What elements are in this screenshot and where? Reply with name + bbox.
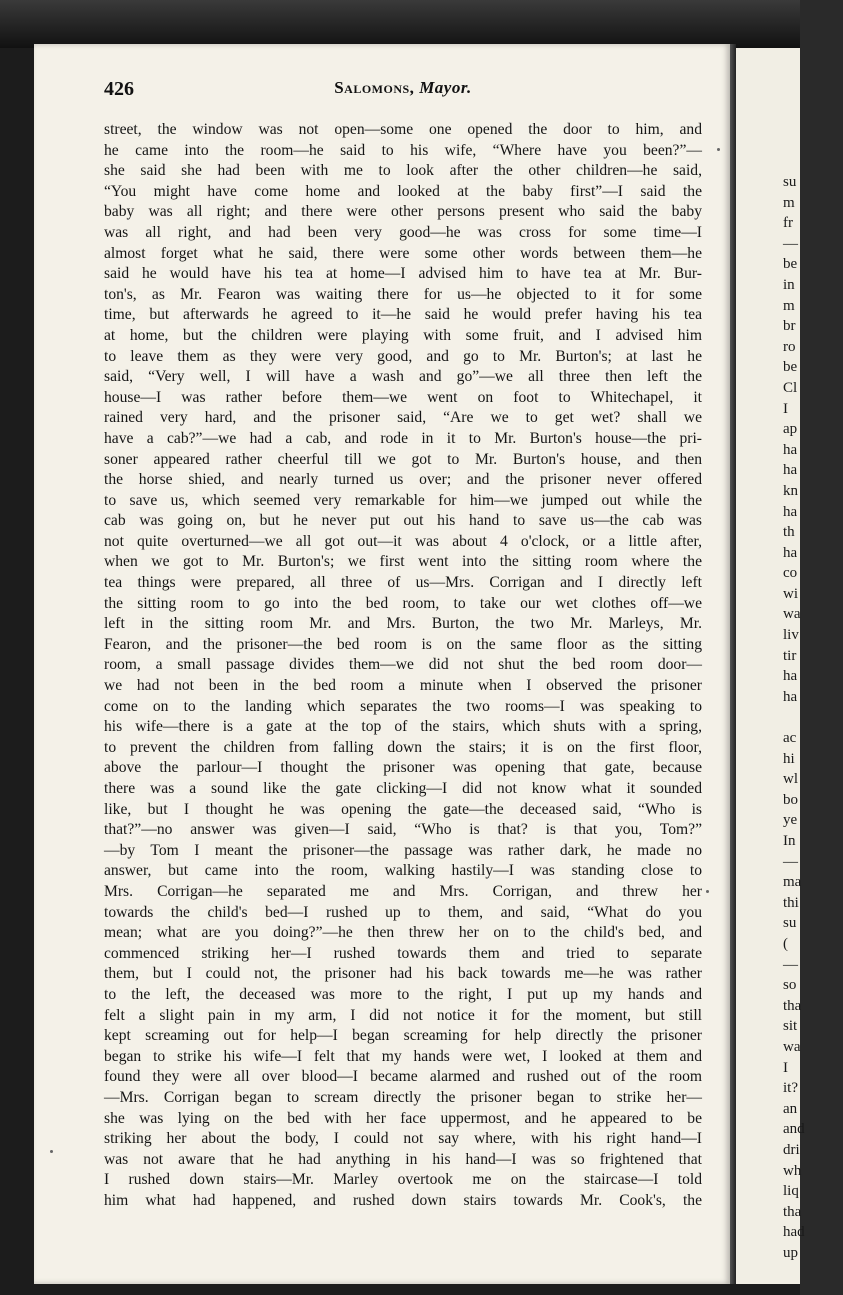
facing-page-fragment: — xyxy=(783,956,798,973)
facing-page-fragment: I xyxy=(783,1059,788,1076)
facing-page-fragment: tha xyxy=(783,1203,802,1220)
page-number: 426 xyxy=(104,78,134,100)
facing-page-fragment: ma xyxy=(783,874,802,891)
scan-speck xyxy=(717,148,720,151)
facing-page-fragment: and xyxy=(783,1121,805,1138)
facing-page-fragment: in xyxy=(783,276,795,293)
text-line: to save us, which seemed very remarkable for him—we jumped out while the xyxy=(104,491,702,509)
facing-page-fragment: up xyxy=(783,1244,798,1261)
text-line: baby was all right; and there were other persons present who said the baby xyxy=(104,203,702,221)
running-head-name: Salomons, xyxy=(334,78,415,97)
text-line: “You might have come home and looked at the baby first”—I said the xyxy=(104,182,702,200)
facing-page-fragment: I xyxy=(783,400,788,417)
text-line: there was a sound like the gate clicking—I did not know what it sounded xyxy=(104,780,702,797)
text-line: to prevent the children from falling down the stairs; it is on the first floor, xyxy=(104,738,702,756)
text-line: street, the window was not open—some one opened the door to him, and xyxy=(104,121,702,138)
facing-page-fragment: it? xyxy=(783,1080,798,1097)
facing-page-fragment: — xyxy=(783,235,798,252)
facing-page-fragment: had xyxy=(783,1224,805,1241)
text-line: tea things were prepared, all three of us—Mrs. Corrigan and I directly left xyxy=(104,574,702,592)
text-line: kept screaming out for help—I began screaming for help directly the prisoner xyxy=(104,1027,702,1045)
facing-page-fragment: su xyxy=(783,174,797,190)
text-line: Fearon, and the prisoner—the bed room is on the same floor as the sitting xyxy=(104,635,702,653)
text-line: felt a slight pain in my arm, I did not notice it for the moment, but still xyxy=(104,1006,702,1024)
facing-page-fragment: co xyxy=(783,565,798,582)
text-line: time, but afterwards he agreed to it—he said he would prefer having his tea xyxy=(104,306,702,324)
facing-page-fragment: In xyxy=(783,833,796,849)
facing-page-fragment: sit xyxy=(783,1018,798,1035)
text-line: —Mrs. Corrigan began to scream directly the prisoner began to strike her— xyxy=(104,1088,702,1106)
facing-page-fragment: ye xyxy=(783,812,798,829)
facing-page-fragment: fr xyxy=(783,215,793,232)
facing-page-fragment: hi xyxy=(783,750,795,767)
facing-page-fragment: liv xyxy=(783,627,799,644)
running-head xyxy=(104,78,702,98)
facing-page-fragment: ( xyxy=(783,935,788,952)
text-line: house—I was rather before them—we went on foot to Whitechapel, it xyxy=(104,388,702,406)
text-line: like, but I thought he was opening the gate—the deceased said, “Who is xyxy=(104,800,702,818)
facing-page-fragment: liq xyxy=(783,1183,799,1200)
facing-page-fragment: kn xyxy=(783,482,798,499)
facing-page-edge xyxy=(736,48,805,1284)
facing-page-fragment: ha xyxy=(783,668,798,685)
scan-top-edge xyxy=(0,0,800,48)
text-line: she was lying on the bed with her face uppermost, and he appeared to be xyxy=(104,1109,702,1127)
text-line: to the left, the deceased was more to the right, I put up my hands and xyxy=(104,985,702,1003)
text-line: not quite overturned—we all got out—it was about 4 o'clock, or a little after, xyxy=(104,532,702,550)
text-line: when we got to Mr. Burton's; we first went into the sitting room where the xyxy=(104,553,702,571)
text-line: that?”—no answer was given—I said, “Who is that? is that you, Tom?” xyxy=(104,821,702,839)
text-line: his wife—there is a gate at the top of the stairs, which shuts with a spring, xyxy=(104,718,702,736)
facing-page-fragment: su xyxy=(783,915,797,932)
facing-page-fragment: wh xyxy=(783,1162,802,1179)
text-line: mean; what are you doing?”—he then threw her on to the child's bed, and xyxy=(104,924,702,942)
facing-page-fragment: thi xyxy=(783,894,799,911)
text-line: we had not been in the bed room a minute when I observed the prisoner xyxy=(104,677,702,695)
facing-page-fragment: be xyxy=(783,256,798,273)
facing-page-fragment: tha xyxy=(783,997,802,1014)
text-line: them, but I could not, the prisoner had his back towards me—he was rather xyxy=(104,965,702,983)
facing-page-fragment: ha xyxy=(783,462,798,479)
facing-page-fragment: m xyxy=(783,297,795,314)
text-line: ton's, as Mr. Fearon was waiting there for us—he objected to it for some xyxy=(104,285,702,303)
text-line: —by Tom I meant the prisoner—the passage was rather dark, he made no xyxy=(104,841,702,859)
text-line: rained very hard, and the prisoner said, “Are we to get wet? shall we xyxy=(104,409,702,427)
text-line: said he would have his tea at home—I advised him to have tea at Mr. Bur- xyxy=(104,265,702,283)
text-line: Mrs. Corrigan—he separated me and Mrs. Corrigan, and threw her xyxy=(104,882,702,900)
facing-page-fragment xyxy=(783,707,843,728)
facing-page-fragment: wa xyxy=(783,606,801,623)
facing-page-fragment: wl xyxy=(783,771,798,788)
facing-page-fragment: ap xyxy=(783,421,798,438)
facing-page-fragment: wa xyxy=(783,1038,801,1055)
text-line: come on to the landing which separates the two rooms—I was speaking to xyxy=(104,697,702,715)
text-line: began to strike his wife—I felt that my hands were wet, I looked at them and xyxy=(104,1047,702,1065)
facing-page-fragment: ac xyxy=(783,730,797,747)
text-line: to leave them as they were very good, and go to Mr. Burton's; at last he xyxy=(104,347,702,365)
running-head-title: Mayor. xyxy=(419,78,472,97)
text-line: striking her about the body, I could not say where, with his right hand—I xyxy=(104,1130,702,1148)
text-line: towards the child's bed—I rushed up to them, and said, “What do you xyxy=(104,903,702,921)
facing-page-fragment: ha xyxy=(783,688,798,705)
facing-page-fragment: wi xyxy=(783,585,798,602)
facing-page-fragments xyxy=(783,172,843,1263)
facing-page-fragment: ha xyxy=(783,544,798,561)
text-line: soner appeared rather cheerful till we got to Mr. Burton's house, and then xyxy=(104,450,702,468)
facing-page-fragment: so xyxy=(783,977,797,994)
facing-page-fragment: dri xyxy=(783,1141,800,1158)
facing-page-fragment: Cl xyxy=(783,379,798,396)
text-line: she said she had been with me to look after the other children—he said, xyxy=(104,162,702,180)
scan-speck xyxy=(706,890,709,893)
text-line: the horse shied, and nearly turned us over; and the prisoner never offered xyxy=(104,471,702,489)
text-line: left in the sitting room Mr. and Mrs. Burton, the two Mr. Marleys, Mr. xyxy=(104,615,702,633)
text-line: was all right, and had been very good—he was cross for some time—I xyxy=(104,223,702,241)
text-line: at home, but the children were playing with some fruit, and I advised him xyxy=(104,326,702,344)
text-line: answer, but came into the room, walking hastily—I was standing close to xyxy=(104,862,702,880)
body-text xyxy=(104,120,702,1211)
facing-page-fragment: bo xyxy=(783,791,798,808)
facing-page-fragment: be xyxy=(783,359,798,376)
facing-page-fragment: th xyxy=(783,524,795,541)
text-line: have a cab?”—we had a cab, and rode in it to Mr. Burton's house—the pri- xyxy=(104,429,702,447)
text-line: said, “Very well, I will have a wash and go”—we all three then left the xyxy=(104,368,702,386)
text-line: I rushed down stairs—Mr. Marley overtook me on the staircase—I told xyxy=(104,1171,702,1189)
scan-speck xyxy=(50,1150,53,1153)
facing-page-fragment: ro xyxy=(783,338,796,355)
facing-page-fragment: br xyxy=(783,318,796,335)
text-line: him what had happened, and rushed down stairs towards Mr. Cook's, the xyxy=(104,1191,702,1209)
text-line: he came into the room—he said to his wife, “Where have you been?”— xyxy=(104,141,702,159)
text-line: was not aware that he had anything in his hand—I was so frightened that xyxy=(104,1150,702,1168)
facing-page-fragment: tir xyxy=(783,647,797,664)
facing-page-fragment: ha xyxy=(783,441,798,458)
text-line: almost forget what he said, there were some other words between them—he xyxy=(104,244,702,262)
text-line: found they were all over blood—I became alarmed and rushed out of the room xyxy=(104,1068,702,1086)
text-line: cab was going on, but he never put out his hand to save us—the cab was xyxy=(104,512,702,530)
facing-page-fragment: an xyxy=(783,1100,798,1117)
text-line: commenced striking her—I rushed towards them and tried to separate xyxy=(104,944,702,962)
text-line: room, a small passage divides them—we did not shut the bed room door— xyxy=(104,656,702,674)
text-line: the sitting room to go into the bed room, to take our wet clothes off—we xyxy=(104,594,702,612)
facing-page-fragment: — xyxy=(783,853,798,870)
text-line: above the parlour—I thought the prisoner was opening that gate, because xyxy=(104,759,702,777)
facing-page-fragment: m xyxy=(783,194,795,211)
facing-page-fragment: ha xyxy=(783,503,798,520)
page-header xyxy=(104,78,702,100)
